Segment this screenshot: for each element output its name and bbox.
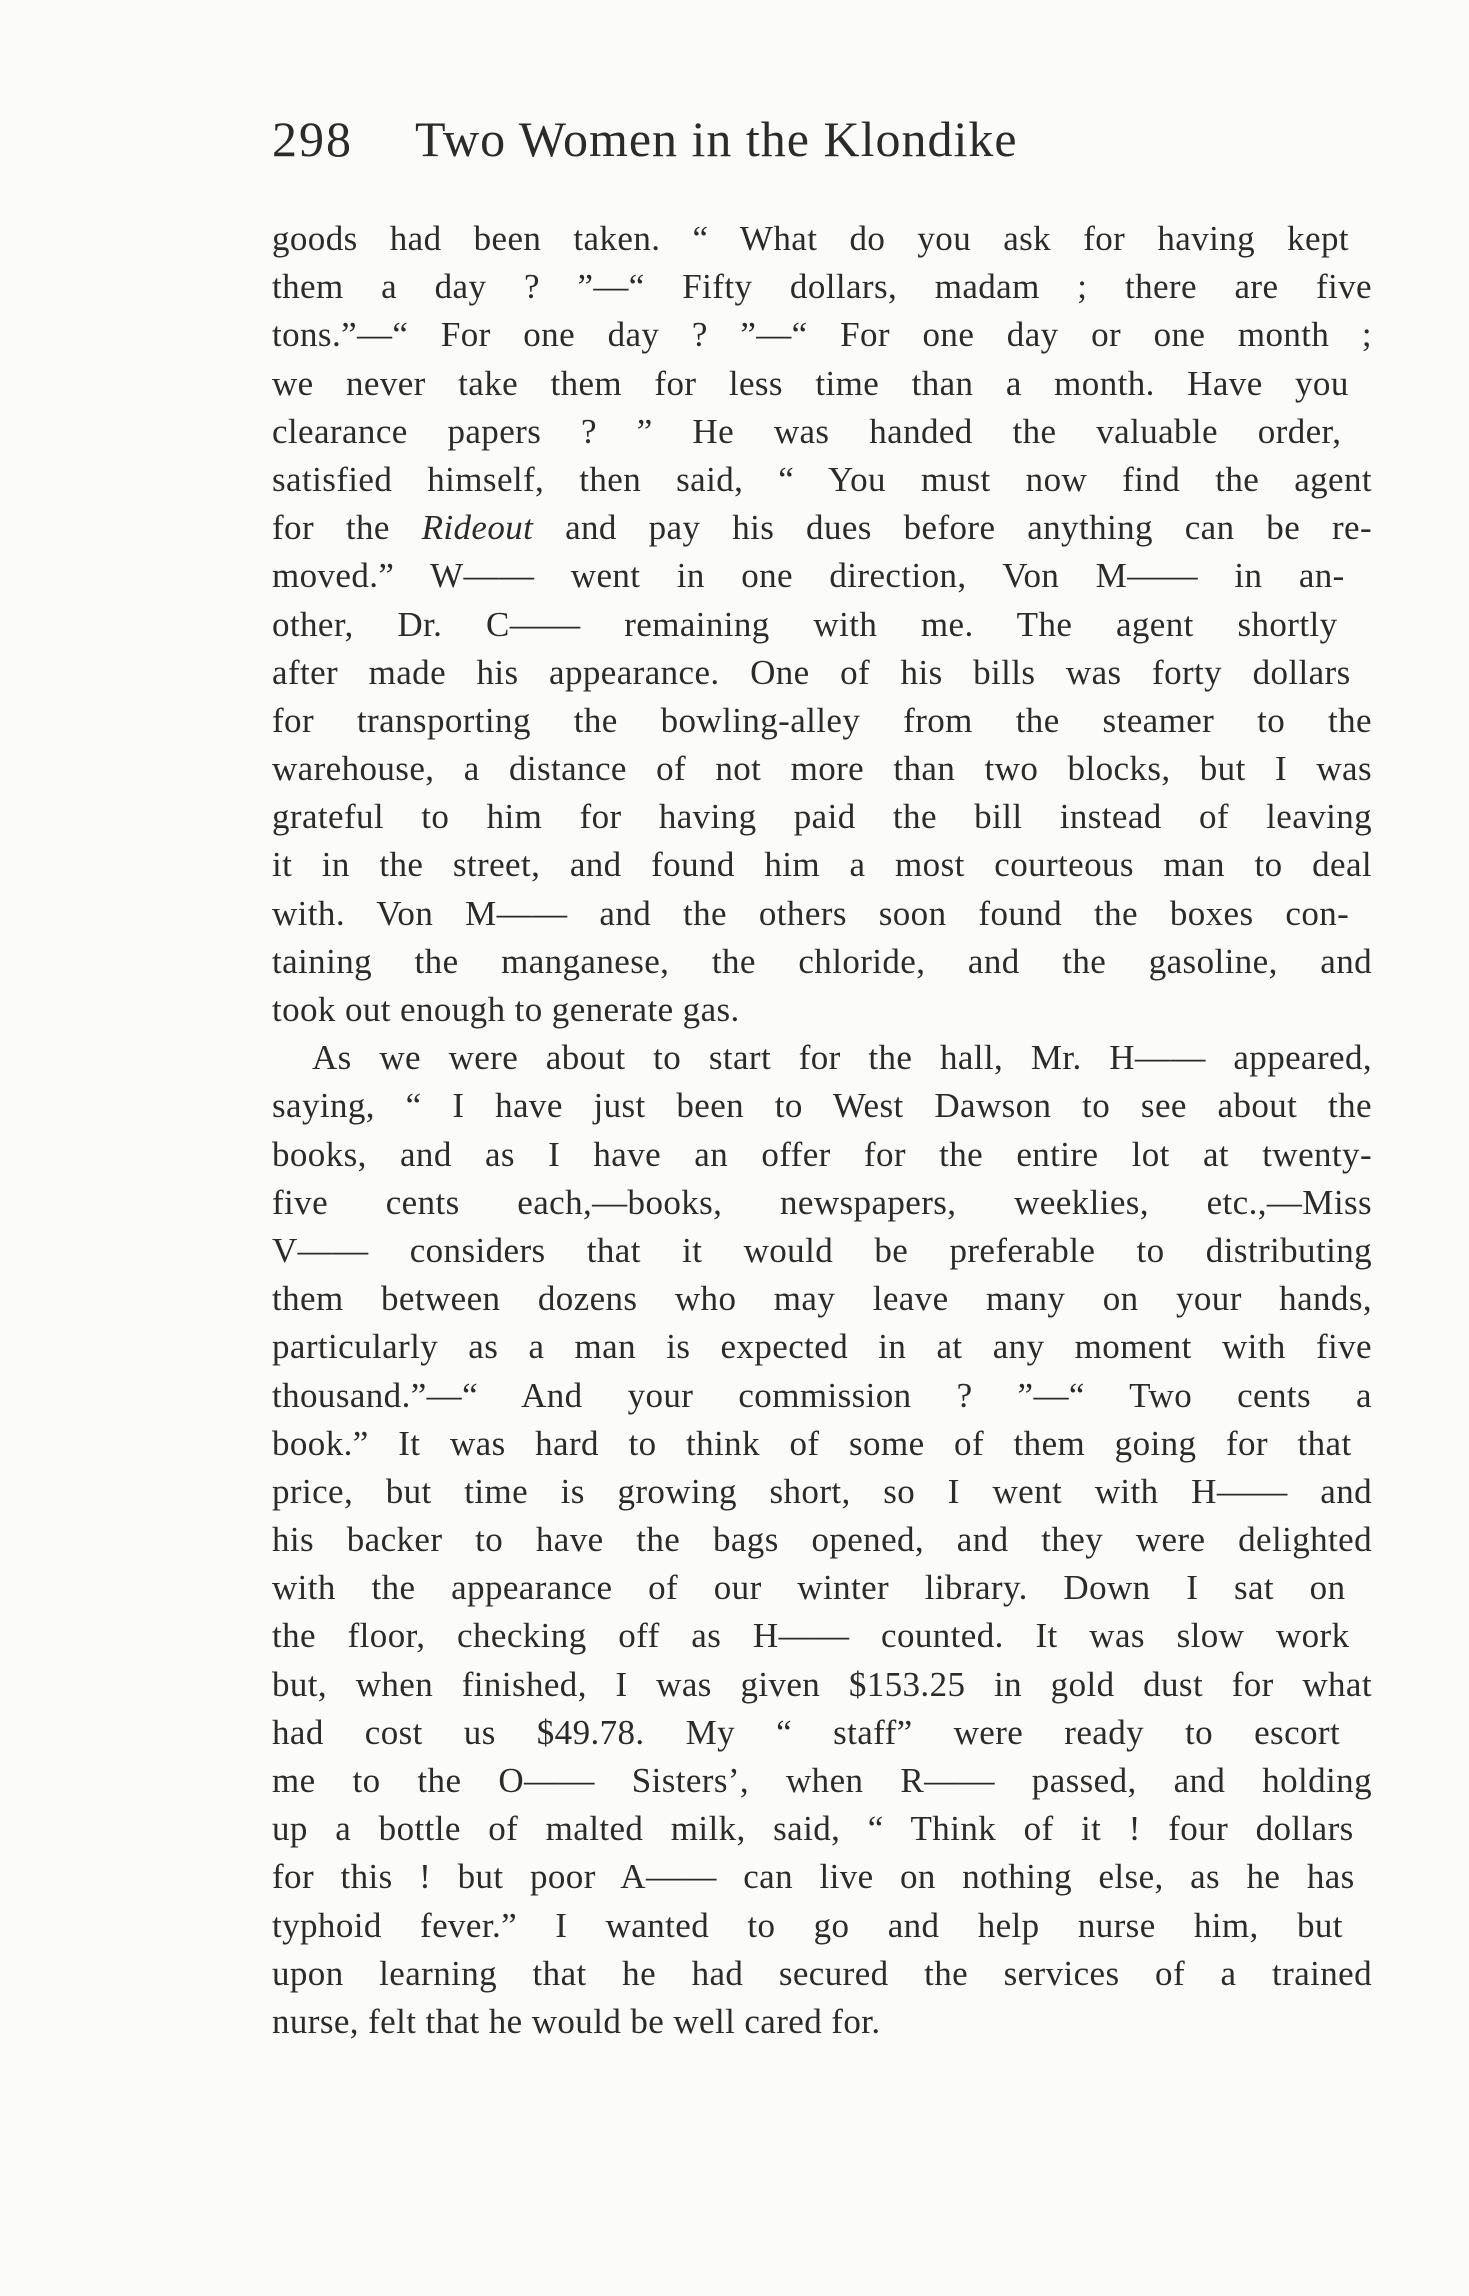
text-line: but, when finished, I was given $153.25 in gold dust for what [272,1664,1372,1704]
text-line: satisfied himself, then said, “ You must now find the agent [272,459,1372,499]
text-line: grateful to him for having paid the bill instead of leaving [272,797,1372,837]
text-line: price, but time is growing short, so I went with H—— and [272,1471,1372,1511]
text-line: them a day ? ”—“ Fifty dollars, madam ; there are five [272,267,1372,307]
text-line: book.” It was hard to think of some of them going for that [272,1423,1352,1463]
text-line: tons.”—“ For one day ? ”—“ For one day or one month ; [272,315,1372,355]
text-line: me to the O—— Sisters’, when R—— passed, and holding [272,1761,1372,1800]
text-line: his backer to have the bags opened, and they were delighted [272,1520,1372,1560]
text-line: moved.” W—— went in one direction, Von M—— in an- [272,556,1345,596]
text-line: saying, “ I have just been to West Dawson to see about the [272,1086,1372,1126]
text-line: for transporting the bowling-alley from the steamer to the [272,700,1372,740]
page-number: 298 [272,111,353,167]
text-line-part: and pay his dues before anything can be re- [533,508,1372,548]
text-line: had cost us $49.78. My “ staff” were ready to escort [272,1712,1341,1752]
text-line: the floor, checking off as H—— counted. It was slow work [272,1616,1350,1656]
body-text [272,215,1372,2046]
ship-name: Rideout [421,508,534,548]
text-line: books, and as I have an offer for the entire lot at twenty- [272,1134,1372,1174]
text-line: goods had been taken. “ What do you ask for having kept [272,219,1350,258]
text-line: clearance papers ? ” He was handed the valuable order, [272,411,1342,451]
text-line: warehouse, a distance of not more than two blocks, but I was [272,749,1372,789]
text-line: them between dozens who may leave many on your hands, [272,1279,1372,1319]
text-line: with. Von M—— and the others soon found the boxes con- [272,893,1350,933]
text-line [272,504,1372,552]
text-line: it in the street, and found him a most courteous man to deal [272,845,1372,885]
text-line: typhoid fever.” I wanted to go and help nurse him, but [272,1905,1343,1945]
text-line: for this ! but poor A—— can live on nothing else, as he has [272,1857,1355,1897]
text-line: thousand.”—“ And your commission ? ”—“ Two cents a [272,1375,1372,1415]
text-line: nurse, felt that he would be well cared for. [272,2001,881,2041]
running-title: Two Women in the Klondike [415,111,1018,167]
text-line: V—— considers that it would be preferable to distributing [272,1230,1372,1270]
text-line: upon learning that he had secured the services of a trained [272,1953,1372,1993]
running-head [272,104,1222,174]
text-line: other, Dr. C—— remaining with me. The agent shortly [272,604,1338,644]
text-line: after made his appearance. One of his bills was forty dollars [272,652,1351,692]
text-line: took out enough to generate gas. [272,990,740,1029]
text-line: taining the manganese, the chloride, and the gasoline, and [272,941,1372,981]
text-line: As we were about to start for the hall, Mr. H—— appeared, [312,1038,1372,1078]
text-line-part: for the [272,508,422,548]
text-line: we never take them for less time than a month. Have you [272,363,1349,403]
text-line: up a bottle of malted milk, said, “ Think of it ! four dollars [272,1809,1354,1849]
text-line: five cents each,—books, newspapers, weeklies, etc.,—Miss [272,1182,1372,1222]
text-line: with the appearance of our winter library. Down I sat on [272,1568,1346,1608]
text-line: particularly as a man is expected in at any moment with five [272,1327,1372,1367]
